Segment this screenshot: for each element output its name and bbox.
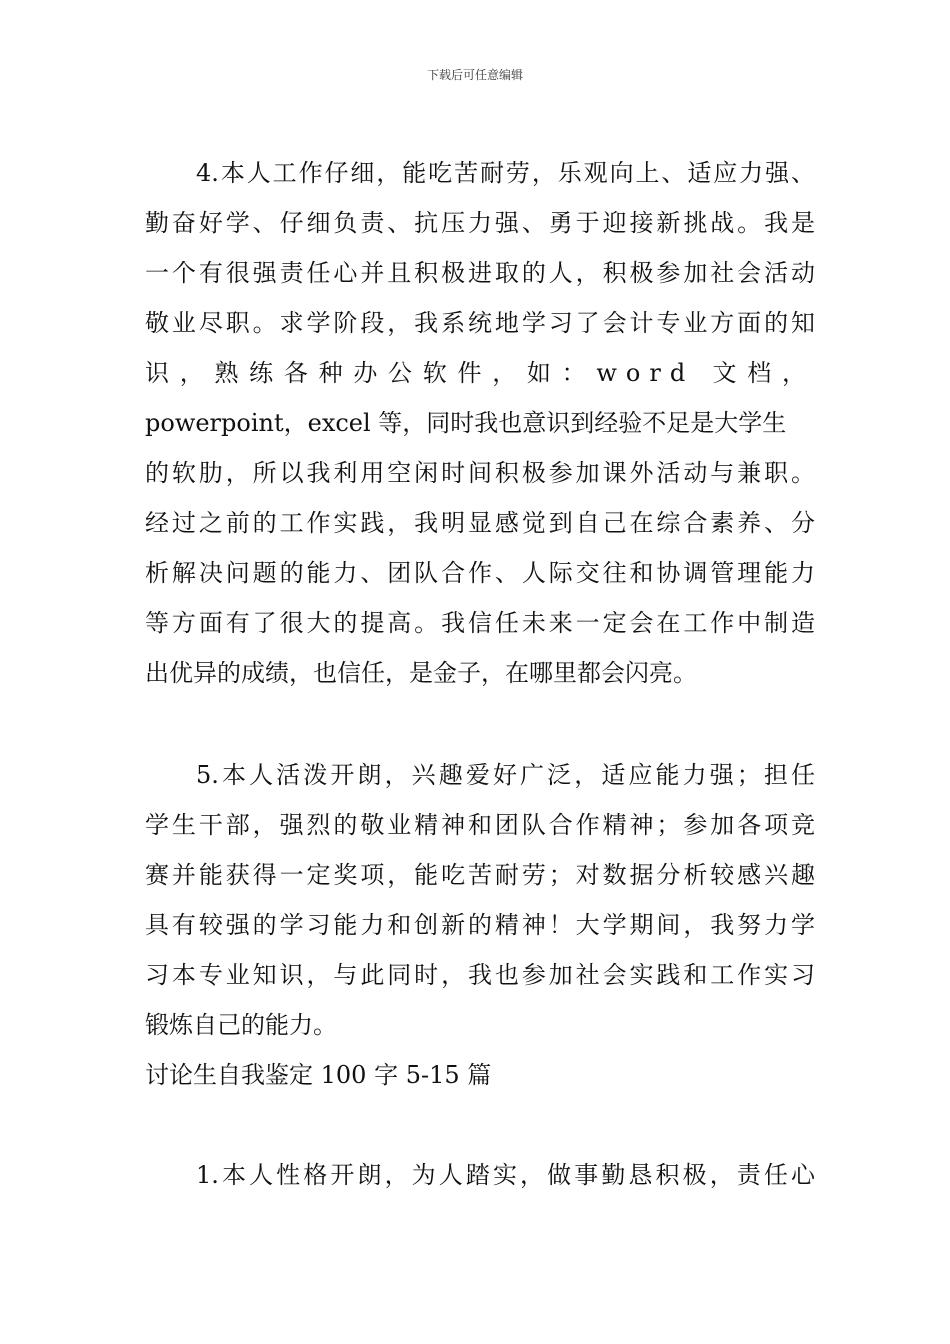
paragraph-5-line-2: 学生干部，强烈的敬业精神和团队合作精神；参加各项竞: [145, 811, 815, 839]
paragraph-4-line-1: 4.本人工作仔细，能吃苦耐劳，乐观向上、适应力强、: [196, 159, 815, 187]
paragraph-5-line-1: 5.本人活泼开朗，兴趣爱好广泛，适应能力强；担任: [196, 761, 815, 789]
paragraph-4-line-11: 出优异的成绩，也信任，是金子，在哪里都会闪亮。: [145, 659, 697, 687]
paragraph-5-line-6: 锻炼自己的能力。: [145, 1011, 337, 1039]
paragraph-4-line-8: 经过之前的工作实践，我明显感觉到自己在综合素养、分: [145, 509, 815, 537]
paragraph-4-line-9: 析解决问题的能力、团队合作、人际交往和协调管理能力: [145, 559, 815, 587]
paragraph-4-line-7: 的软肋，所以我利用空闲时间积极参加课外活动与兼职。: [145, 459, 815, 487]
paragraph-4-line-10: 等方面有了很大的提高。我信任未来一定会在工作中制造: [145, 609, 815, 637]
paragraph-4-line-2: 勤奋好学、仔细负责、抗压力强、勇于迎接新挑战。我是: [145, 209, 815, 237]
paragraph-4-line-5: 识，熟练各种办公软件，如：word 文档，: [145, 359, 815, 387]
paragraph-5-line-5: 习本专业知识，与此同时，我也参加社会实践和工作实习: [145, 961, 815, 989]
paragraph-4-line-4: 敬业尽职。求学阶段，我系统地学习了会计专业方面的知: [145, 309, 815, 337]
paragraph-1-line-1: 1.本人性格开朗，为人踏实，做事勤恳积极，责任心: [196, 1161, 815, 1189]
section-heading: 讨论生自我鉴定 100 字 5-15 篇: [145, 1061, 492, 1089]
paragraph-5-line-3: 赛并能获得一定奖项，能吃苦耐劳；对数据分析较感兴趣: [145, 861, 815, 889]
paragraph-4-line-3: 一个有很强责任心并且积极进取的人，积极参加社会活动: [145, 259, 815, 287]
page-header: 下载后可任意编辑: [426, 68, 523, 82]
paragraph-4-line-6: powerpoint，excel 等，同时我也意识到经验不足是大学生: [145, 409, 787, 437]
paragraph-5-line-4: 具有较强的学习能力和创新的精神！大学期间，我努力学: [145, 911, 815, 939]
